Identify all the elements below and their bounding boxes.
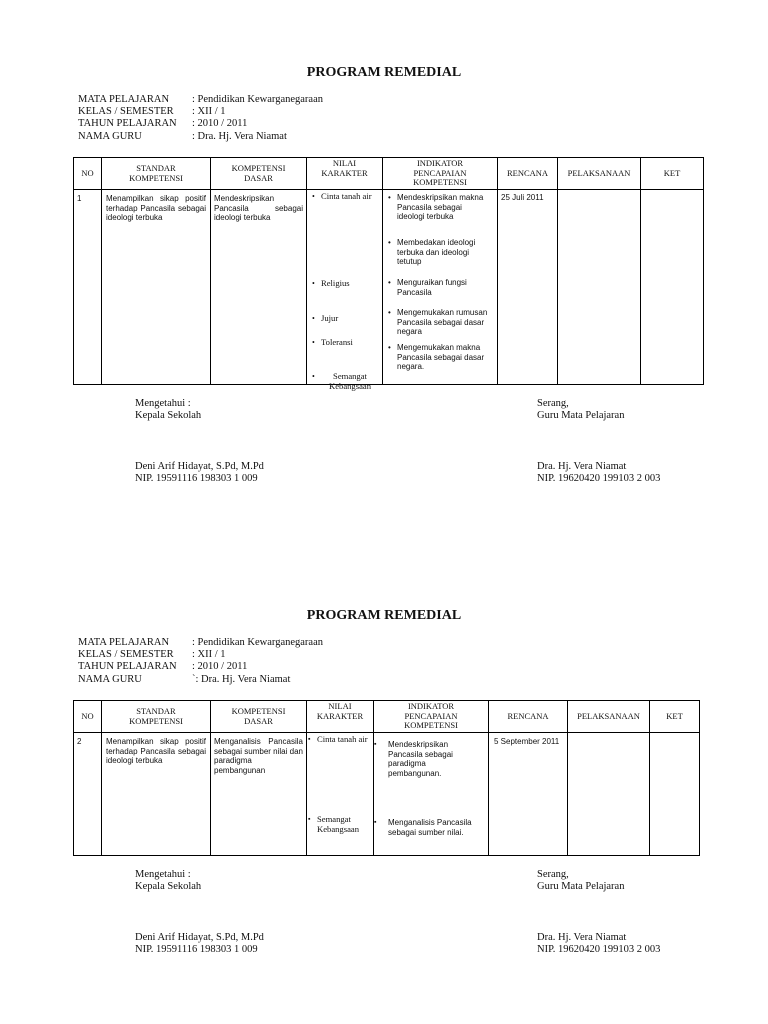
col-header-pelaksanaan: PELAKSANAAN [568,701,650,733]
signature-right [537,398,624,422]
meta-row [78,674,323,686]
meta-row [78,94,323,106]
signer-name: Dra. Hj. Vera Niamat [537,461,627,472]
meta-row [78,131,323,143]
signature-right-name [537,461,660,485]
cell-rencana: 5 September 2011 [489,733,568,856]
meta-label: KELAS / SEMESTER [78,106,174,118]
cell-ket [641,190,704,385]
cell-nilai-karakter [307,733,374,856]
meta-row [78,106,323,118]
meta-label: NAMA GURU [78,130,142,142]
cell-rencana: 25 Juli 2011 [498,190,558,385]
meta-row [78,661,323,673]
meta-label: KELAS / SEMESTER [78,649,174,661]
cell-ket [650,733,700,856]
meta-label: MATA PELAJARAN [78,637,170,648]
col-header-rencana: RENCANA [498,158,558,190]
cell-nilai-karakter [307,190,383,391]
cell-standar-kompetensi: Menampilkan sikap positif terhadap Pancasila sebagai ideologi terbuka [102,190,211,385]
table-header-row [74,701,700,733]
remedial-table [73,157,704,391]
signature-left-name [135,461,264,485]
signature-left-name [135,932,264,956]
signature-left [135,398,201,422]
meta-value: : 2010 / 2011 [192,118,248,130]
meta-value: `: Dra. Hj. Vera Niamat [192,673,291,685]
signer-name: Deni Arif Hidayat, S.Pd, M.Pd [135,932,264,943]
meta-info [78,94,323,143]
cell-kompetensi-dasar: Menganalisis Pancasila sebagai sumber nilai dan paradigma pembangunan [211,733,307,856]
nilai-item: • Religius [309,279,350,289]
meta-value: : Pendidikan Kewarganegaraan [192,94,324,105]
signature-left-line1: Mengetahui : [135,869,191,880]
signature-right-line2: Guru Mata Pelajaran [537,881,625,893]
meta-label: TAHUN PELAJARAN [78,118,177,130]
meta-value: : Pendidikan Kewarganegaraan [192,637,324,648]
remedial-table [73,700,700,856]
cell-indikator [383,190,498,385]
signer-nip: NIP. 19591116 198303 1 009 [135,473,258,485]
signature-left-line2: Kepala Sekolah [135,881,202,893]
meta-row [78,649,323,661]
signature-right-name [537,932,660,956]
col-header-nilai-karakter: NILAI KARAKTER [307,701,374,733]
meta-label: TAHUN PELAJARAN [78,661,177,673]
indikator-item: • Menguraikan fungsi Pancasila [385,278,493,297]
indikator-item: • Mengemukakan makna Pancasila sebagai dasar negara. [385,343,495,372]
col-header-standar-kompetensi: STANDAR KOMPETENSI [102,701,211,733]
cell-pelaksanaan [558,190,641,385]
table-header-row [74,158,704,190]
col-header-nilai-karakter: NILAI KARAKTER [307,158,383,190]
signature-left-line1: Mengetahui : [135,398,191,409]
col-header-rencana: RENCANA [489,701,568,733]
cell-no: 2 [74,733,102,856]
table-row [74,190,704,385]
meta-value: : 2010 / 2011 [192,661,248,673]
meta-label: MATA PELAJARAN [78,94,170,105]
nilai-item: ▪ Cinta tanah air [308,735,377,745]
col-header-no: NO [74,158,102,190]
col-header-ket: KET [641,158,704,190]
cell-kompetensi-dasar: Mendeskripsikan Pancasila sebagai ideologi terbuka [211,190,307,385]
meta-value: : XII / 1 [192,106,226,118]
cell-no: 1 [74,190,102,385]
meta-label: NAMA GURU [78,673,142,685]
meta-row [78,637,323,649]
meta-value: : XII / 1 [192,649,226,661]
col-header-pelaksanaan: PELAKSANAAN [558,158,641,190]
page-title: PROGRAM REMEDIAL [306,65,462,80]
signature-right-line1: Serang, [537,398,569,409]
col-header-no: NO [74,701,102,733]
signature-right-line1: Serang, [537,869,569,880]
nilai-item: ▪ Semangat Kebangsaan [308,815,377,834]
signer-nip: NIP. 19620420 199103 2 003 [537,944,661,956]
indikator-item: • Mengemukakan rumusan Pancasila sebagai dasar negara [385,308,495,337]
nilai-item: • Cinta tanah air [309,192,383,202]
page-title: PROGRAM REMEDIAL [306,608,462,623]
col-header-indikator: INDIKATOR PENCAPAIAN KOMPETENSI [374,701,489,733]
col-header-ket: KET [650,701,700,733]
signer-name: Deni Arif Hidayat, S.Pd, M.Pd [135,461,264,472]
indikator-item: • Membedakan ideologi terbuka dan ideologi tetutup [385,238,493,267]
nilai-item: • Toleransi [309,338,353,348]
signature-left [135,869,201,893]
meta-info [78,637,323,686]
col-header-kompetensi-dasar: KOMPETENSI DASAR [211,701,307,733]
signature-right-line2: Guru Mata Pelajaran [537,410,625,422]
nilai-item: • Jujur [309,314,338,324]
indikator-item: ▪ Menganalisis Pancasila sebagai sumber nilai. [374,818,472,837]
signature-left-line2: Kepala Sekolah [135,410,202,422]
table-row [74,733,700,856]
indikator-item: ▪ Mendeskripsikan Pancasila sebagai paradigma pembangunan. [374,740,472,778]
signature-right [537,869,624,893]
cell-pelaksanaan [568,733,650,856]
meta-value: : Dra. Hj. Vera Niamat [192,130,287,142]
col-header-indikator: INDIKATOR PENCAPAIAN KOMPETENSI [383,158,498,190]
indikator-item: • Mendeskripsikan makna Pancasila sebagai ideologi terbuka [385,193,491,222]
signer-nip: NIP. 19591116 198303 1 009 [135,944,258,956]
meta-row [78,118,323,130]
cell-standar-kompetensi: Menampilkan sikap positif terhadap Pancasila sebagai ideologi terbuka [102,733,211,856]
nilai-item: • Semangat Kebangsaan [309,372,379,391]
cell-indikator [374,733,489,856]
signer-name: Dra. Hj. Vera Niamat [537,932,627,943]
signer-nip: NIP. 19620420 199103 2 003 [537,473,661,485]
col-header-kompetensi-dasar: KOMPETENSI DASAR [211,158,307,190]
col-header-standar-kompetensi: STANDAR KOMPETENSI [102,158,211,190]
